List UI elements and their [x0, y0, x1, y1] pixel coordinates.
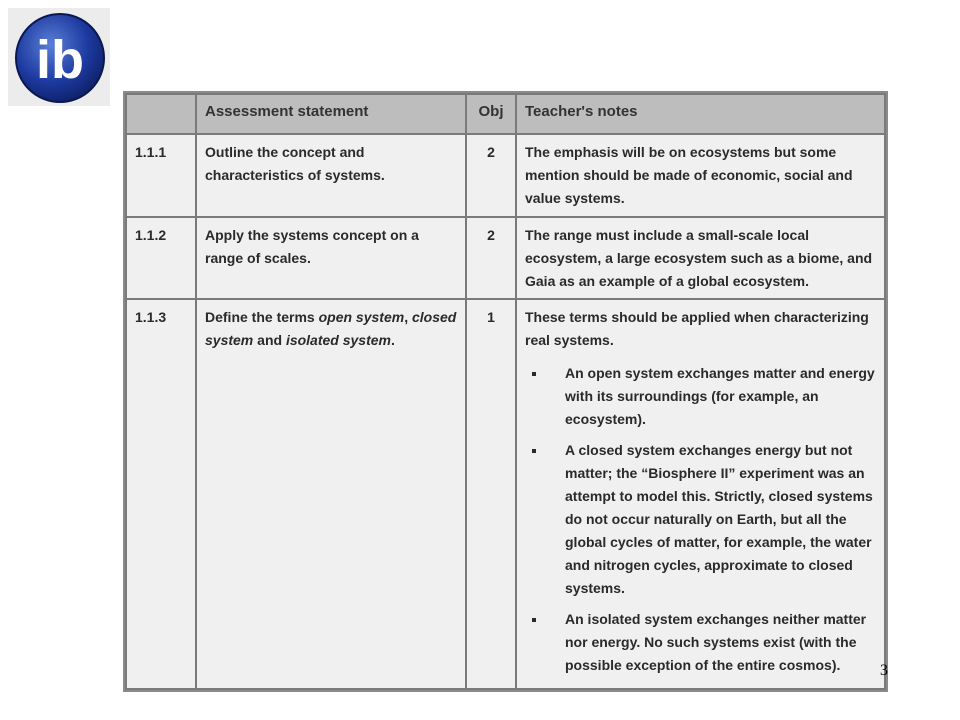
- row-notes: The range must include a small-scale local ecosystem, a large ecosystem such as a biome, and Gaia as an example of a global ecosystem.: [516, 217, 885, 299]
- header-assessment-statement: Assessment statement: [196, 94, 466, 134]
- list-item: An open system exchanges matter and energy with its surroundings (for example, an ecosystem).: [525, 362, 876, 431]
- table-row: [126, 217, 885, 299]
- page-number: 3: [880, 662, 888, 679]
- statement-text: Define the terms: [205, 309, 319, 325]
- row-id: 1.1.2: [126, 217, 196, 299]
- ib-logo: [8, 8, 110, 106]
- notes-bullet-list: [525, 362, 876, 677]
- row-notes: The emphasis will be on ecosystems but some mention should be made of economic, social and value systems.: [516, 134, 885, 217]
- logo-text: ib: [36, 30, 84, 90]
- term-isolated-system: isolated system: [285, 332, 391, 348]
- table-row: [126, 299, 885, 689]
- row-obj: 1: [466, 299, 516, 689]
- statement-text: ,: [404, 309, 412, 325]
- term-open-system: open system: [318, 309, 405, 325]
- table-row: [126, 134, 885, 217]
- row-statement: [196, 134, 466, 217]
- row-notes: [516, 299, 885, 689]
- header-teachers-notes: Teacher's notes: [516, 94, 885, 134]
- header-id: [126, 94, 196, 134]
- statement-text: Outline the concept and characteristics of systems.: [205, 144, 385, 183]
- row-id: 1.1.1: [126, 134, 196, 217]
- statement-text: and: [253, 332, 286, 348]
- header-row: [126, 94, 885, 134]
- row-statement: [196, 299, 466, 689]
- row-obj: 2: [466, 217, 516, 299]
- ib-logo-icon: [8, 8, 110, 106]
- list-item: An isolated system exchanges neither matter nor energy. No such systems exist (with the possible exception of the entire cosmos).: [525, 608, 876, 677]
- term-closed-system: closed system: [205, 309, 457, 348]
- row-id: 1.1.3: [126, 299, 196, 689]
- assessment-document: [123, 91, 888, 692]
- row-obj: 2: [466, 134, 516, 217]
- list-item: A closed system exchanges energy but not matter; the “Biosphere II” experiment was an attempt to model this. Strictly, closed systems do not occur naturally on Earth, but all the global cycles of matter, for example, the water and nitrogen cycles, approximate to closed systems.: [525, 439, 876, 600]
- statement-text: Apply the systems concept on a range of scales.: [205, 227, 419, 266]
- statement-text: .: [391, 332, 395, 348]
- header-obj: Obj: [466, 94, 516, 134]
- row-statement: [196, 217, 466, 299]
- notes-intro: These terms should be applied when characterizing real systems.: [525, 309, 869, 348]
- assessment-table: [125, 93, 886, 690]
